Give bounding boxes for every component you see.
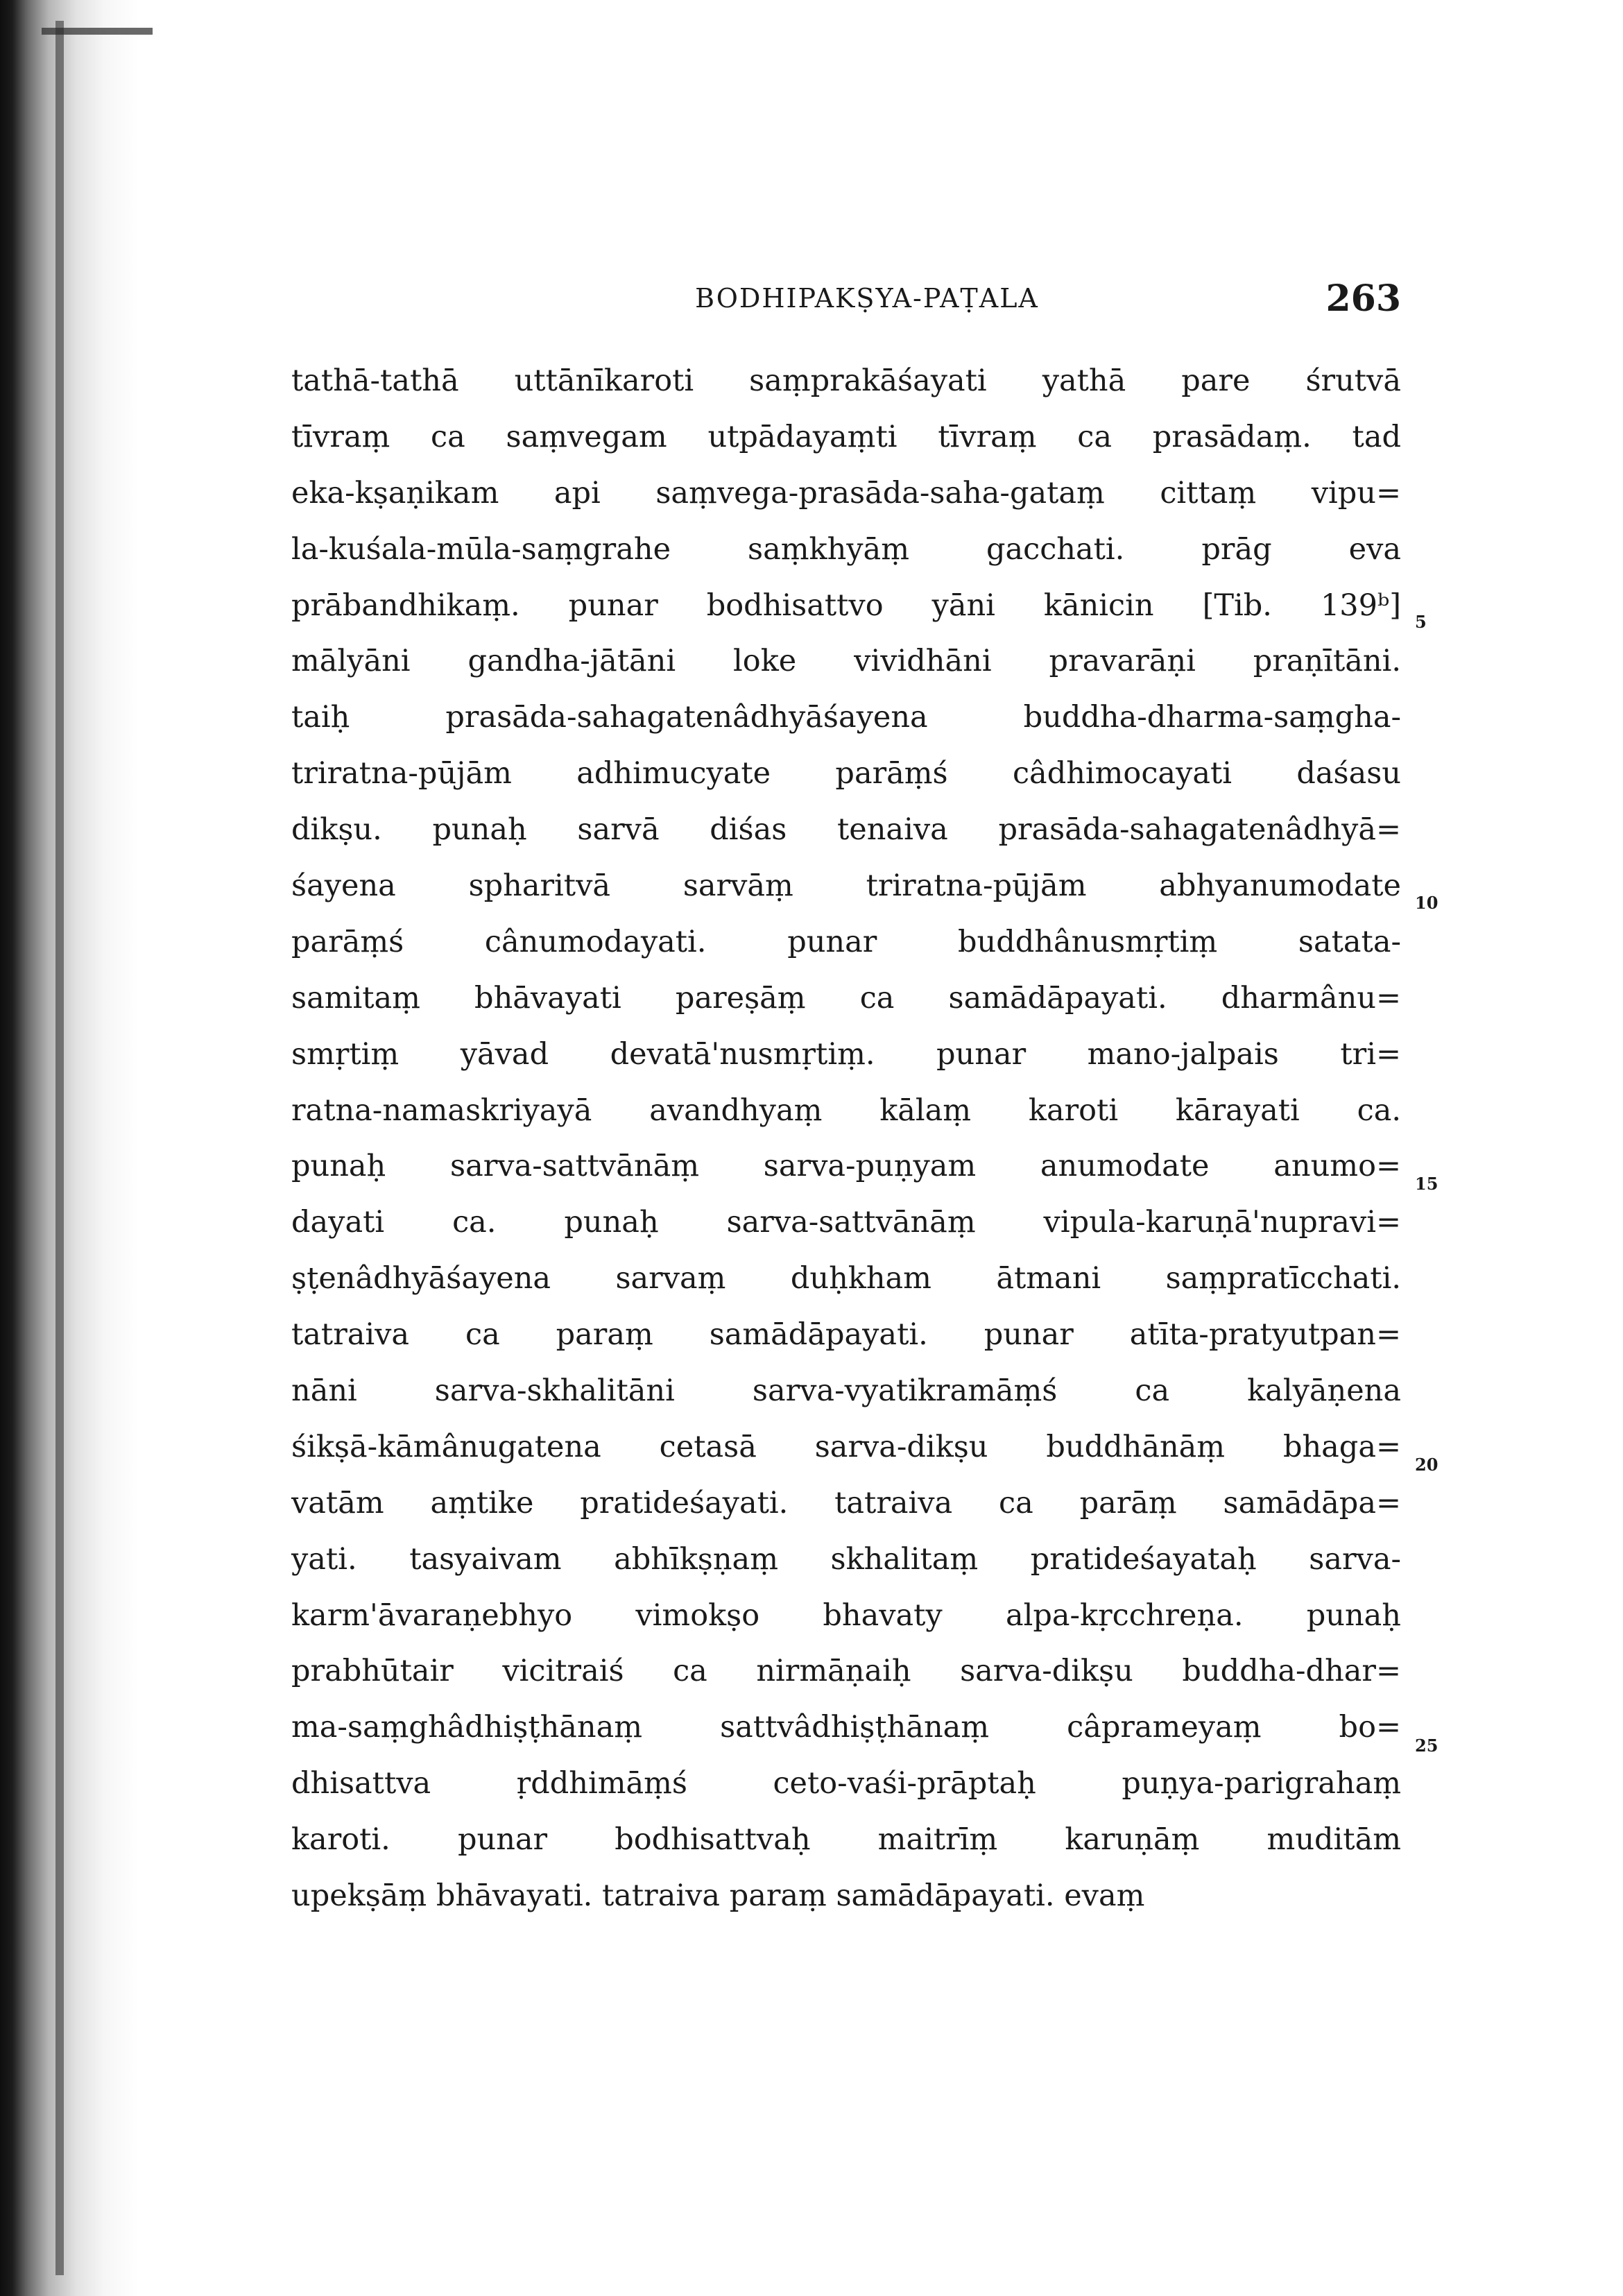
line-number: 10	[1415, 893, 1439, 913]
text-line: dikṣu. punaḥ sarvā diśas tenaiva prasāda-sahagatenâdhyā=	[291, 812, 1401, 848]
line-number: 5	[1415, 612, 1427, 632]
text-line: ratna-namaskriyayā avandhyaṃ kālaṃ karoti kārayati ca.	[291, 1093, 1401, 1128]
text-line: dayati ca. punaḥ sarva-sattvānāṃ vipula-karuṇā'nupravi=	[291, 1205, 1401, 1240]
text-line: eka-kṣaṇikam api saṃvega-prasāda-saha-gataṃ cittaṃ vipu=	[291, 475, 1401, 511]
binding-rule	[55, 21, 64, 2275]
line-number: 20	[1415, 1455, 1439, 1475]
text-line: śikṣā-kāmânugatena cetasā sarva-dikṣu buddhānāṃ bhaga=	[291, 1429, 1401, 1464]
line-number: 15	[1415, 1174, 1439, 1194]
text-line: vatām aṃtike pratideśayati. tatraiva ca parāṃ samādāpa=	[291, 1485, 1401, 1520]
text-line: parāṃś cânumodayati. punar buddhânusmṛtiṃ satata-	[291, 924, 1401, 959]
binding-tick	[42, 28, 153, 35]
text-line: smṛtiṃ yāvad devatā'nusmṛtiṃ. punar mano-jalpais tri=	[291, 1036, 1401, 1072]
running-head: BODHIPAKṢYA-PAṬALA	[695, 283, 1039, 314]
binding-shadow	[0, 0, 139, 2296]
text-line: samitaṃ bhāvayati pareṣāṃ ca samādāpayati. dharmânu=	[291, 980, 1401, 1016]
text-line: upekṣāṃ bhāvayati. tatraiva paraṃ samādāpayati. evaṃ	[291, 1878, 1145, 1914]
text-line: tīvraṃ ca saṃvegam utpādayaṃti tīvraṃ ca prasādaṃ. tad	[291, 419, 1401, 454]
text-block	[291, 358, 1401, 1929]
text-line: nāni sarva-skhalitāni sarva-vyatikramāṃś ca kalyāṇena	[291, 1373, 1401, 1409]
text-line: prabhūtair vicitraiś ca nirmāṇaiḥ sarva-dikṣu buddha-dhar=	[291, 1654, 1401, 1689]
text-line: śayena spharitvā sarvāṃ triratna-pūjām abhyanumodate	[291, 868, 1401, 904]
text-line: tathā-tathā uttānīkaroti saṃprakāśayati yathā pare śrutvā	[291, 363, 1401, 398]
text-line: punaḥ sarva-sattvānāṃ sarva-puṇyam anumodate anumo=	[291, 1149, 1401, 1184]
text-line: karm'āvaraṇebhyo vimokṣo bhavaty alpa-kṛcchreṇa. punaḥ	[291, 1597, 1401, 1633]
text-line: mālyāni gandha-jātāni loke vividhāni pravarāṇi praṇītāni.	[291, 644, 1401, 679]
text-line: karoti. punar bodhisattvaḥ maitrīṃ karuṇāṃ muditām	[291, 1822, 1401, 1858]
text-line: la-kuśala-mūla-saṃgrahe saṃkhyāṃ gacchati. prāg eva	[291, 531, 1401, 567]
text-line: ṣṭenâdhyāśayena sarvaṃ duḥkham ātmani saṃpratīcchati.	[291, 1261, 1401, 1296]
text-line: prābandhikaṃ. punar bodhisattvo yāni kānicin [Tib. 139ᵇ]	[291, 588, 1401, 623]
text-line: yati. tasyaivam abhīkṣṇaṃ skhalitaṃ pratideśayataḥ sarva-	[291, 1541, 1401, 1577]
line-number: 25	[1415, 1736, 1439, 1756]
text-line: taiḥ prasāda-sahagatenâdhyāśayena buddha-dharma-saṃgha-	[291, 700, 1401, 735]
text-line: tatraiva ca paraṃ samādāpayati. punar atīta-pratyutpan=	[291, 1317, 1401, 1353]
text-line: ma-saṃghâdhiṣṭhānaṃ sattvâdhiṣṭhānaṃ câprameyaṃ bo=	[291, 1710, 1401, 1745]
page-number: 263	[1325, 277, 1401, 320]
text-line: dhisattva ṛddhimāṃś ceto-vaśi-prāptaḥ puṇya-parigrahaṃ	[291, 1766, 1401, 1801]
text-line: triratna-pūjām adhimucyate parāṃś câdhimocayati daśasu	[291, 756, 1401, 791]
